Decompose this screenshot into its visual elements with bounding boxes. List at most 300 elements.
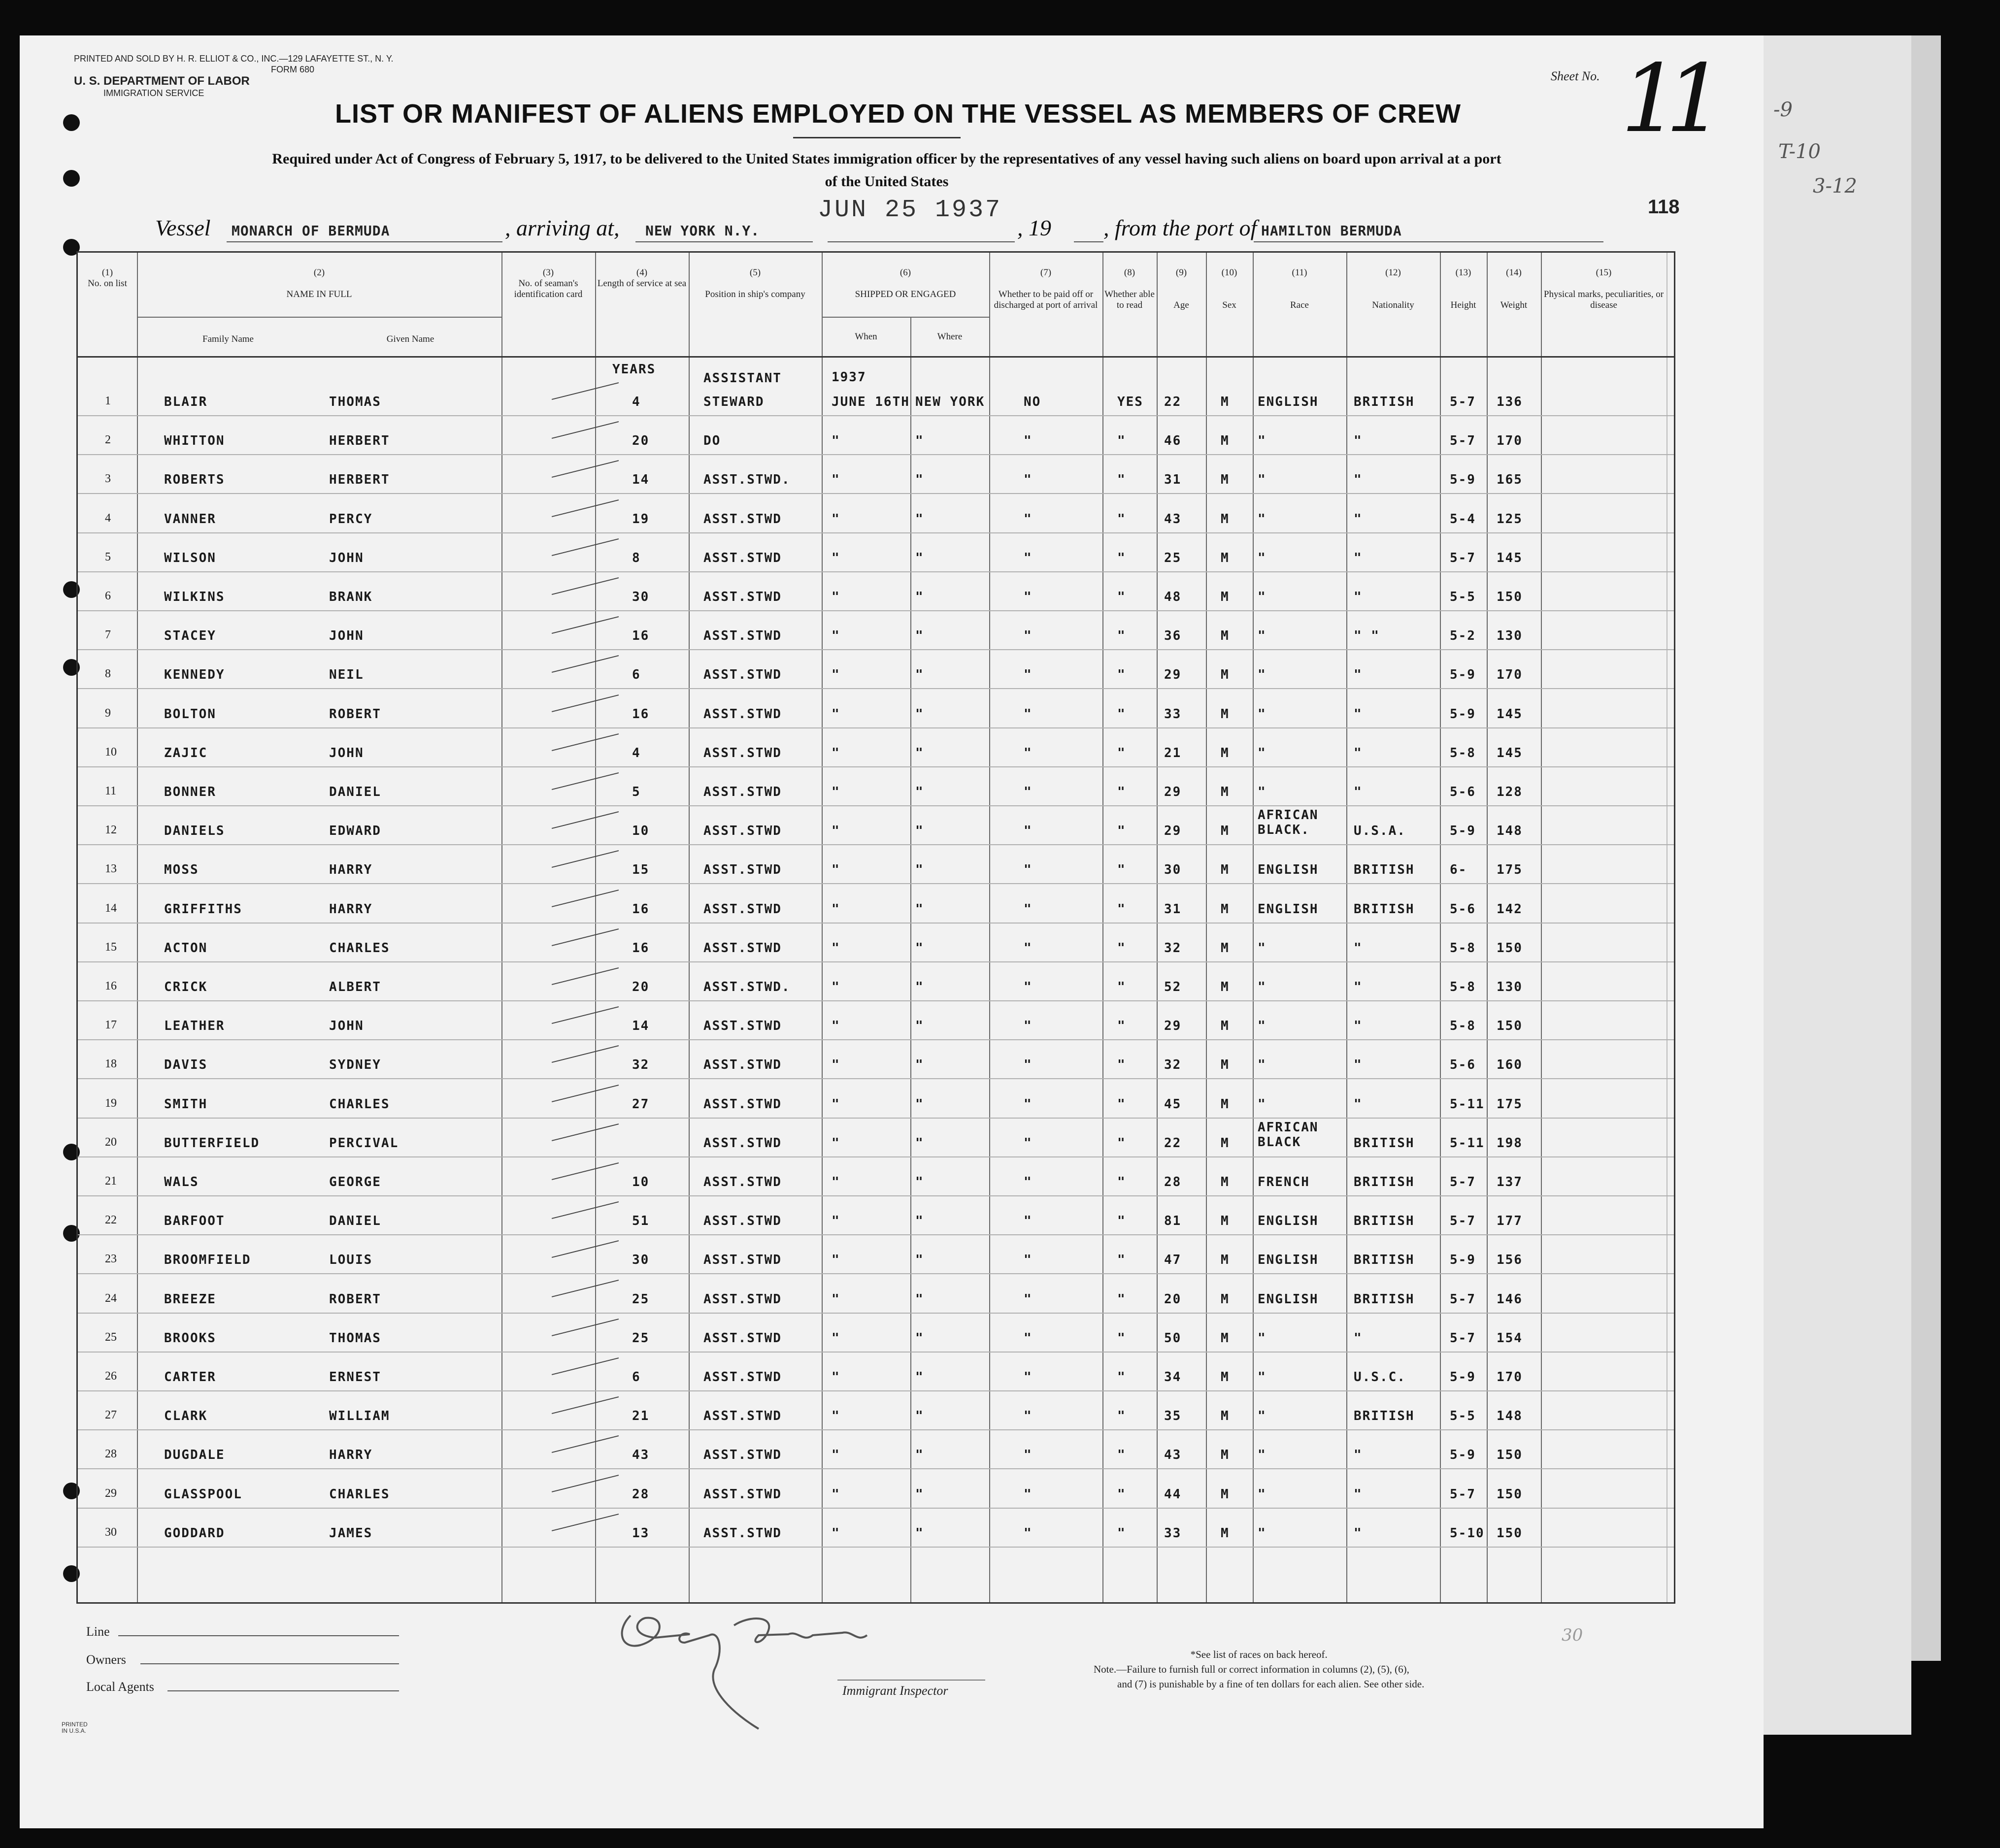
shipped-where-cell: " (915, 1370, 924, 1385)
given-name-cell: DANIEL (329, 1214, 381, 1229)
nationality-cell: " (1354, 433, 1363, 449)
race-cell: ENGLISH (1258, 395, 1319, 409)
paid-off-cell: NO (1024, 395, 1041, 409)
race-cell: " (1258, 1370, 1267, 1385)
able-to-read-cell: " (1117, 433, 1126, 449)
given-name-cell: NEIL (329, 667, 364, 683)
id-card-mark (552, 382, 619, 400)
table-row (78, 737, 1674, 775)
from-port-label: , from the port of (1103, 215, 1257, 240)
shipped-where-cell: " (915, 824, 924, 839)
age-cell: 29 (1164, 824, 1182, 839)
given-name-cell: HARRY (329, 901, 373, 917)
paid-off-cell: " (1024, 940, 1033, 956)
age-cell: 43 (1164, 511, 1182, 527)
sex-cell: M (1221, 706, 1230, 722)
length-of-service-cell: 16 (632, 628, 650, 644)
paid-off-cell: " (1024, 785, 1033, 799)
shipped-where-cell: " (915, 706, 924, 722)
row-number-cell: 17 (105, 1019, 117, 1032)
position-cell: ASST.STWD (703, 550, 782, 565)
col5-number: (5) (749, 267, 761, 278)
shipped-when-cell: " (832, 1019, 840, 1034)
from-port: HAMILTON BERMUDA (1261, 223, 1402, 239)
height-cell: 5-10 (1450, 1525, 1485, 1541)
page-shadow (1911, 35, 1941, 1661)
table-row (78, 854, 1674, 892)
weight-cell: 156 (1497, 1253, 1523, 1268)
height-cell: 5-6 (1450, 1057, 1476, 1073)
family-name-cell: ROBERTS (164, 472, 225, 488)
table-row (78, 1049, 1674, 1087)
shipped-where-cell: " (915, 785, 924, 799)
col7-header: Whether to be paid off or discharged at port of arrival (994, 289, 1098, 310)
nationality-cell: " (1354, 745, 1363, 760)
height-cell: 5-9 (1450, 1253, 1476, 1268)
shipped-when-cell: " (832, 745, 840, 760)
given-name-header: Given Name (386, 334, 434, 344)
able-to-read-cell: " (1117, 862, 1126, 878)
row-number-cell: 7 (105, 628, 111, 642)
sex-cell: M (1221, 1019, 1230, 1034)
able-to-read-cell: " (1117, 706, 1126, 722)
able-to-read-cell: " (1117, 824, 1126, 839)
given-name-cell: DANIEL (329, 785, 381, 799)
family-name-cell: DUGDALE (164, 1448, 225, 1463)
shipped-when-cell: " (832, 433, 840, 449)
height-cell: 5-9 (1450, 1370, 1476, 1385)
weight-cell: 170 (1497, 667, 1523, 683)
family-name-cell: KENNEDY (164, 667, 225, 683)
inspector-line (837, 1680, 985, 1681)
height-cell: 5-11 (1450, 1135, 1485, 1151)
shipped-when-cell: " (832, 1057, 840, 1073)
age-cell: 29 (1164, 785, 1182, 799)
weight-cell: 177 (1497, 1214, 1523, 1229)
shipped-when-cell: " (832, 706, 840, 722)
table-row (78, 1439, 1674, 1477)
family-name-cell: BONNER (164, 785, 216, 799)
height-cell: 5-6 (1450, 785, 1476, 799)
weight-cell: 145 (1497, 745, 1523, 760)
shipped-where-cell: " (915, 1135, 924, 1151)
position-cell: ASST.STWD (703, 745, 782, 760)
given-name-cell: LOUIS (329, 1253, 373, 1268)
able-to-read-cell: " (1117, 1175, 1126, 1189)
shipped-when-cell: " (832, 1330, 840, 1346)
shipped-when-cell: " (832, 590, 840, 604)
table-row (78, 503, 1674, 541)
row-number-cell: 19 (105, 1096, 117, 1110)
sex-cell: M (1221, 395, 1230, 409)
position-cell: ASST.STWD (703, 862, 782, 878)
table-row (78, 808, 1674, 853)
given-name-cell: JOHN (329, 628, 364, 644)
paid-off-cell: " (1024, 667, 1033, 683)
table-row (78, 1120, 1674, 1165)
family-name-cell: BROOMFIELD (164, 1253, 251, 1268)
length-of-service-cell: 16 (632, 940, 650, 956)
row-number-cell: 26 (105, 1370, 117, 1383)
able-to-read-cell: YES (1117, 395, 1143, 409)
nationality-cell: " (1354, 511, 1363, 527)
nationality-cell: " (1354, 590, 1363, 604)
height-cell: 5-9 (1450, 472, 1476, 488)
weight-cell: 160 (1497, 1057, 1523, 1073)
paid-off-cell: " (1024, 433, 1033, 449)
family-name-cell: WALS (164, 1175, 199, 1189)
row-number-cell: 6 (105, 590, 111, 602)
position-cell: ASST.STWD (703, 901, 782, 917)
given-name-cell: ROBERT (329, 706, 381, 722)
table-row (78, 776, 1674, 814)
paid-off-cell: " (1024, 1291, 1033, 1307)
table-row (78, 620, 1674, 658)
weight-cell: 148 (1497, 1409, 1523, 1424)
given-name-cell: JOHN (329, 745, 364, 760)
age-cell: 44 (1164, 1486, 1182, 1502)
row-number-cell: 10 (105, 745, 117, 759)
length-of-service-cell: 43 (632, 1448, 650, 1463)
race-cell: " (1258, 1448, 1267, 1463)
length-of-service-cell: 4 (632, 745, 641, 760)
paid-off-cell: " (1024, 1214, 1033, 1229)
shipped-when-cell: " (832, 511, 840, 527)
owners-field (140, 1663, 399, 1664)
shipped-where-cell: " (915, 1175, 924, 1189)
shipped-when-cell: " (832, 667, 840, 683)
row-number-cell: 29 (105, 1486, 117, 1500)
height-cell: 5-7 (1450, 395, 1476, 409)
shipped-when-cell: " (832, 1370, 840, 1385)
nationality-cell: BRITISH (1354, 1291, 1415, 1307)
length-of-service-cell: 16 (632, 706, 650, 722)
age-cell: 50 (1164, 1330, 1182, 1346)
nationality-cell: " (1354, 940, 1363, 956)
length-of-service-cell: 20 (632, 433, 650, 449)
position-cell: ASST.STWD. (703, 472, 791, 488)
length-of-service-cell: 25 (632, 1291, 650, 1307)
sex-cell: M (1221, 862, 1230, 878)
shipped-when-cell: " (832, 1096, 840, 1112)
given-name-cell: JOHN (329, 550, 364, 565)
able-to-read-cell: " (1117, 785, 1126, 799)
row-number-cell: 11 (105, 785, 117, 797)
position-cell: ASST.STWD (703, 1370, 782, 1385)
penalty-note-1: Note.—Failure to furnish full or correct information in columns (2), (5), (6), (1094, 1663, 1409, 1675)
family-name-cell: BUTTERFIELD (164, 1135, 260, 1151)
height-cell: 5-6 (1450, 901, 1476, 917)
table-row (78, 1088, 1674, 1126)
row-number-cell: 21 (105, 1175, 117, 1188)
position-cell: ASST.STWD (703, 590, 782, 604)
weight-cell: 175 (1497, 862, 1523, 878)
able-to-read-cell: " (1117, 980, 1126, 994)
position-cell: ASST.STWD (703, 667, 782, 683)
position-cell: ASST.STWD (703, 940, 782, 956)
age-cell: 48 (1164, 590, 1182, 604)
col9-header: Age (1173, 300, 1189, 310)
paid-off-cell: " (1024, 706, 1033, 722)
height-cell: 5-5 (1450, 1409, 1476, 1424)
age-cell: 29 (1164, 1019, 1182, 1034)
title-divider (793, 137, 961, 138)
family-name-cell: BARFOOT (164, 1214, 225, 1229)
col11-number: (11) (1292, 267, 1307, 278)
table-row (78, 893, 1674, 931)
table-row (78, 1478, 1674, 1517)
race-cell: " (1258, 590, 1267, 604)
given-name-cell: JOHN (329, 1019, 364, 1034)
weight-cell: 150 (1497, 590, 1523, 604)
length-of-service-cell: 21 (632, 1409, 650, 1424)
length-of-service-cell: 6 (632, 1370, 641, 1385)
shipped-when-cell: " (832, 901, 840, 917)
shipped-when-cell: " (832, 980, 840, 994)
able-to-read-cell: " (1117, 1253, 1126, 1268)
race-cell: ENGLISH (1258, 862, 1319, 878)
weight-cell: 136 (1497, 395, 1523, 409)
sex-cell: M (1221, 1330, 1230, 1346)
paid-off-cell: " (1024, 862, 1033, 878)
sex-cell: M (1221, 1370, 1230, 1385)
row-number-cell: 27 (105, 1409, 117, 1422)
length-of-service-cell: 10 (632, 1175, 650, 1189)
nationality-cell: " (1354, 785, 1363, 799)
race-cell: " (1258, 1096, 1267, 1112)
given-name-cell: ALBERT (329, 980, 381, 994)
race-cell: " (1258, 1057, 1267, 1073)
paid-off-cell: " (1024, 824, 1033, 839)
col8-header: Whether able to read (1104, 289, 1155, 310)
shipped-when-header: When (855, 331, 877, 342)
shipped-where-cell: " (915, 590, 924, 604)
paid-off-cell: " (1024, 1448, 1033, 1463)
table-row (78, 932, 1674, 970)
shipped-where-cell: " (915, 667, 924, 683)
table-row (78, 659, 1674, 697)
shipped-when-cell: " (832, 940, 840, 956)
shipped-when-cell: " (832, 1486, 840, 1502)
given-name-cell: HERBERT (329, 433, 390, 449)
table-row (78, 1517, 1674, 1555)
row-number-cell: 25 (105, 1330, 117, 1344)
col15-header: Physical marks, peculiarities, or disease (1543, 289, 1664, 310)
shipped-where-cell: " (915, 550, 924, 565)
shipped-where-cell: " (915, 1409, 924, 1424)
able-to-read-cell: " (1117, 667, 1126, 683)
given-name-cell: THOMAS (329, 395, 381, 409)
length-of-service-cell: 19 (632, 511, 650, 527)
race-cell: AFRICAN BLACK. (1258, 808, 1319, 838)
col13-number: (13) (1455, 267, 1471, 278)
able-to-read-cell: " (1117, 472, 1126, 488)
height-cell: 5-8 (1450, 745, 1476, 760)
age-cell: 21 (1164, 745, 1182, 760)
shipped-where-cell: " (915, 940, 924, 956)
nationality-cell: " (1354, 1525, 1363, 1541)
arriving-port: NEW YORK N.Y. (645, 223, 760, 239)
weight-cell: 165 (1497, 472, 1523, 488)
given-name-cell: CHARLES (329, 940, 390, 956)
family-name-cell: CRICK (164, 980, 208, 994)
nationality-cell: U.S.A. (1354, 824, 1406, 839)
paid-off-cell: " (1024, 901, 1033, 917)
position-cell: ASST.STWD (703, 1096, 782, 1112)
height-cell: 5-9 (1450, 824, 1476, 839)
races-note: *See list of races on back hereof. (1190, 1649, 1328, 1660)
sex-cell: M (1221, 1175, 1230, 1189)
height-cell: 5-9 (1450, 706, 1476, 722)
page-number: 118 (1648, 196, 1680, 218)
age-cell: 81 (1164, 1214, 1182, 1229)
year-underline (1074, 241, 1103, 242)
family-name-cell: STACEY (164, 628, 216, 644)
row-number-cell: 24 (105, 1291, 117, 1305)
height-cell: 5-7 (1450, 1175, 1476, 1189)
shipped-where-cell: " (915, 472, 924, 488)
able-to-read-cell: " (1117, 628, 1126, 644)
sex-cell: M (1221, 433, 1230, 449)
able-to-read-cell: " (1117, 1330, 1126, 1346)
given-name-cell: HERBERT (329, 472, 390, 488)
able-to-read-cell: " (1117, 1525, 1126, 1541)
given-name-cell: HARRY (329, 1448, 373, 1463)
able-to-read-cell: " (1117, 1291, 1126, 1307)
binder-hole (63, 170, 80, 187)
paid-off-cell: " (1024, 1096, 1033, 1112)
sex-cell: M (1221, 1525, 1230, 1541)
paid-off-cell: " (1024, 1253, 1033, 1268)
position-cell: ASST.STWD (703, 628, 782, 644)
race-cell: ENGLISH (1258, 1291, 1319, 1307)
able-to-read-cell: " (1117, 1448, 1126, 1463)
age-cell: 31 (1164, 472, 1182, 488)
race-cell: " (1258, 511, 1267, 527)
nationality-cell: BRITISH (1354, 1214, 1415, 1229)
shipped-where-cell: " (915, 1330, 924, 1346)
weight-cell: 150 (1497, 1486, 1523, 1502)
year-label: , 19 (1017, 215, 1051, 240)
family-name-cell: CARTER (164, 1370, 216, 1385)
crew-manifest-table (76, 251, 1675, 1604)
shipped-where-cell: " (915, 511, 924, 527)
sex-cell: M (1221, 1135, 1230, 1151)
table-row (78, 425, 1674, 463)
age-cell: 32 (1164, 1057, 1182, 1073)
inspector-signature (611, 1596, 887, 1739)
sex-cell: M (1221, 1253, 1230, 1268)
footnote (1094, 1647, 1424, 1691)
nationality-cell: BRITISH (1354, 1253, 1415, 1268)
height-cell: 5-7 (1450, 1486, 1476, 1502)
penalty-note-2: and (7) is punishable by a fine of ten dollars for each alien. See other side. (1117, 1678, 1425, 1690)
position-cell: DO (703, 433, 721, 449)
length-of-service-cell: 27 (632, 1096, 650, 1112)
position-cell: ASST.STWD (703, 1214, 782, 1229)
age-cell: 33 (1164, 1525, 1182, 1541)
race-cell: " (1258, 433, 1267, 449)
row-number-cell: 16 (105, 980, 117, 992)
able-to-read-cell: " (1117, 1057, 1126, 1073)
nationality-cell: " (1354, 1448, 1363, 1463)
paid-off-cell: " (1024, 745, 1033, 760)
row-number-cell: 1 (105, 395, 111, 407)
given-name-cell: ERNEST (329, 1370, 381, 1385)
age-cell: 20 (1164, 1291, 1182, 1307)
height-cell: 6- (1450, 862, 1467, 878)
length-of-service-cell: 8 (632, 550, 641, 565)
race-cell: " (1258, 980, 1267, 994)
race-cell: " (1258, 785, 1267, 799)
margin-note: 3-12 (1813, 175, 1857, 198)
family-name-cell: VANNER (164, 511, 216, 527)
able-to-read-cell: " (1117, 1214, 1126, 1229)
family-name-cell: GRIFFITHS (164, 901, 242, 917)
paid-off-cell: " (1024, 1370, 1033, 1385)
paid-off-cell: " (1024, 590, 1033, 604)
col7-number: (7) (1040, 267, 1052, 278)
family-name-cell: BLAIR (164, 395, 208, 409)
given-name-cell: ROBERT (329, 1291, 381, 1307)
col2-number: (2) (313, 267, 325, 278)
table-row (78, 1400, 1674, 1438)
table-row (78, 971, 1674, 1009)
able-to-read-cell: " (1117, 1135, 1126, 1151)
given-name-cell: JAMES (329, 1525, 373, 1541)
height-cell: 5-8 (1450, 980, 1476, 994)
race-cell: " (1258, 745, 1267, 760)
family-name-cell: WILKINS (164, 590, 225, 604)
given-name-cell: CHARLES (329, 1486, 390, 1502)
printer-line: PRINTED AND SOLD BY H. R. ELLIOT & CO., INC.—129 LAFAYETTE ST., N. Y. (74, 54, 394, 64)
binder-hole (63, 114, 80, 131)
nationality-cell: " (1354, 1057, 1363, 1073)
family-name-cell: BREEZE (164, 1291, 216, 1307)
position-cell: ASST.STWD (703, 1253, 782, 1268)
table-row (78, 1283, 1674, 1321)
age-cell: 36 (1164, 628, 1182, 644)
given-name-cell: WILLIAM (329, 1409, 390, 1424)
row-number-cell: 3 (105, 472, 111, 486)
weight-cell: 175 (1497, 1096, 1523, 1112)
nationality-cell: BRITISH (1354, 862, 1415, 878)
family-name-cell: ZAJIC (164, 745, 208, 760)
height-cell: 5-4 (1450, 511, 1476, 527)
length-of-service-cell: 14 (632, 472, 650, 488)
year-annotation: 1937 (832, 370, 867, 385)
nationality-cell: BRITISH (1354, 901, 1415, 917)
paid-off-cell: " (1024, 1486, 1033, 1502)
nationality-cell: BRITISH (1354, 1175, 1415, 1189)
sex-cell: M (1221, 472, 1230, 488)
department-name: U. S. DEPARTMENT OF LABOR (74, 74, 250, 88)
local-agents-field (167, 1690, 399, 1691)
family-name-cell: ACTON (164, 940, 208, 956)
position-cell: ASST.STWD (703, 1019, 782, 1034)
col4-number: (4) (636, 267, 648, 278)
age-cell: 25 (1164, 550, 1182, 565)
nationality-cell: " (1354, 1096, 1363, 1112)
position-cell: ASST.STWD (703, 1057, 782, 1073)
shipped-when-cell: JUNE 16TH (832, 395, 910, 409)
paid-off-cell: " (1024, 980, 1033, 994)
weight-cell: 198 (1497, 1135, 1523, 1151)
weight-cell: 150 (1497, 1019, 1523, 1034)
family-name-cell: CLARK (164, 1409, 208, 1424)
race-cell: FRENCH (1258, 1175, 1310, 1189)
sex-cell: M (1221, 1057, 1230, 1073)
